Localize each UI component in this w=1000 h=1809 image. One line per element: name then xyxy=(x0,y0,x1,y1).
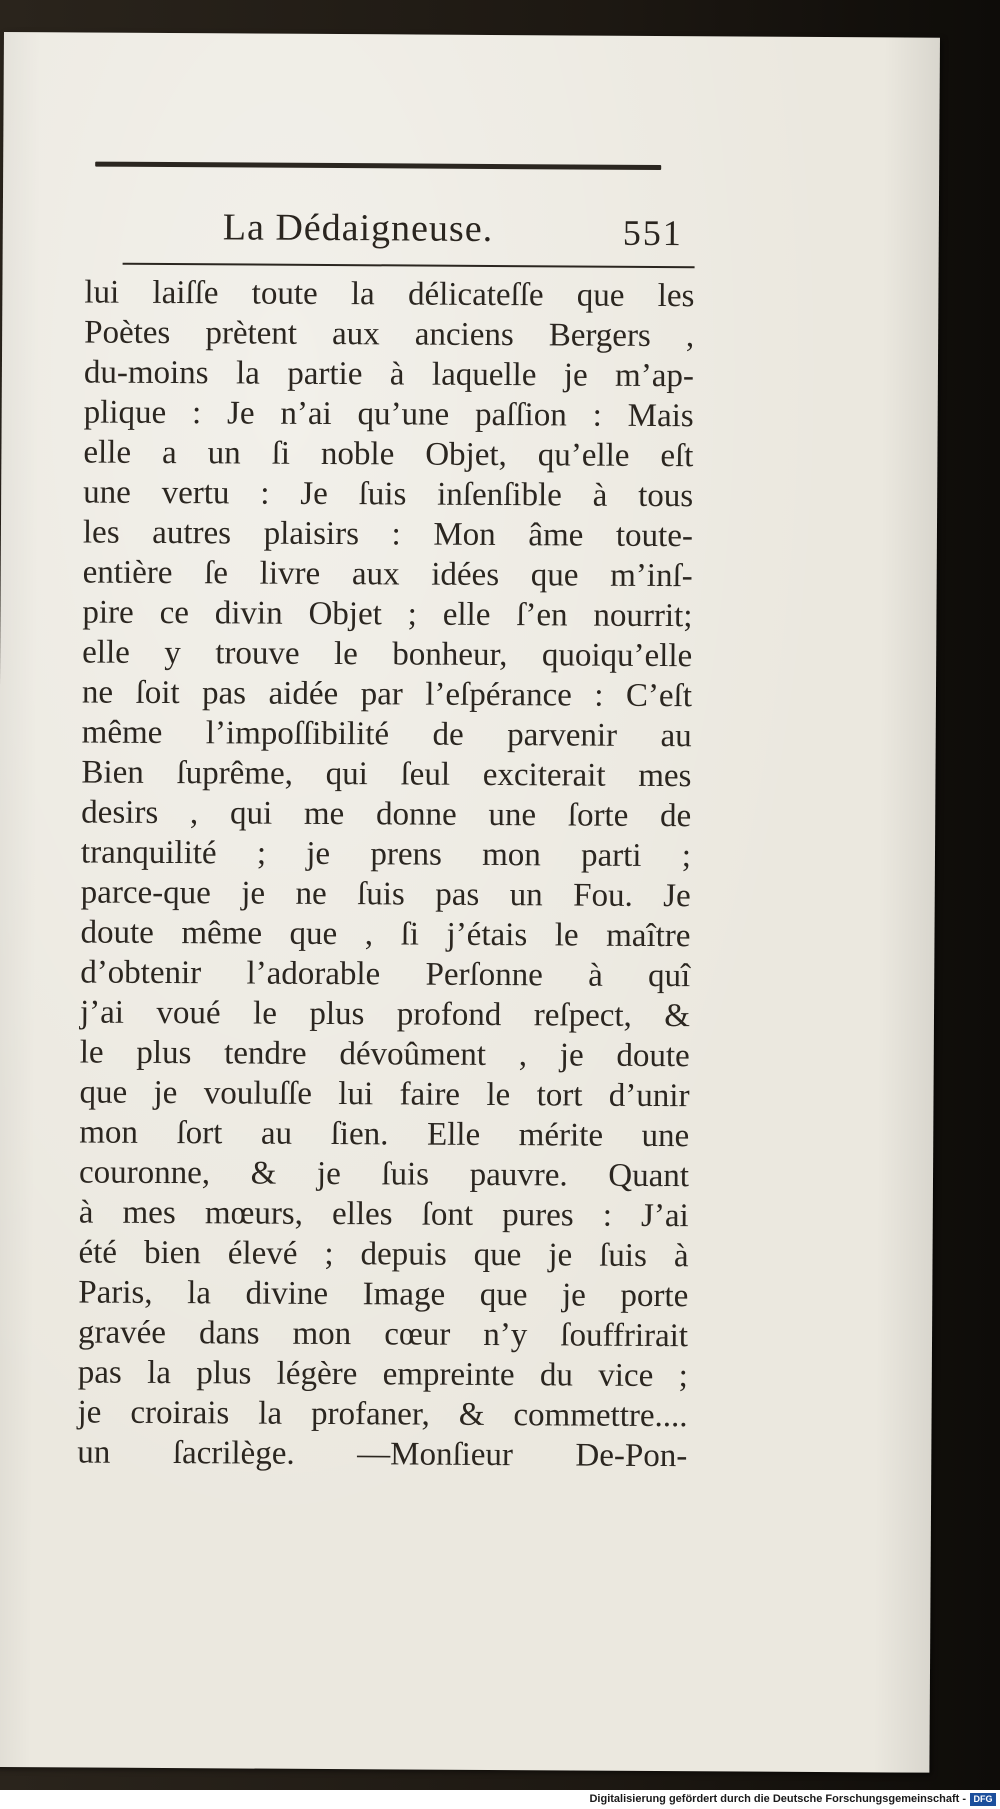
text-line: été bien élevé ; depuis que je ſuis à xyxy=(78,1234,689,1275)
text-line: je croirais la profaner, & commettre.... xyxy=(77,1394,688,1435)
text-line: lui laiſſe toute la délicateſſe que les xyxy=(84,274,695,315)
text-line: desirs , qui me donne une ſorte de xyxy=(81,794,692,835)
text-line: pire ce divin Objet ; elle ſ’en nourrit; xyxy=(82,594,693,635)
text-line: entière ſe livre aux idées que m’inſ- xyxy=(82,554,693,595)
page-number: 551 xyxy=(622,212,683,254)
text-line: ne ſoit pas aidée par l’eſpérance : C’eſt xyxy=(81,674,693,715)
digitization-credit: Digitalisierung gefördert durch die Deutsche Forschungsgemeinschaft - xyxy=(589,1793,966,1805)
text-line: Poètes prètent aux anciens Bergers , xyxy=(84,314,695,355)
dfg-logo-icon: DFG xyxy=(970,1793,996,1806)
text-line: les autres plaisirs : Mon âme toute- xyxy=(82,514,694,555)
text-line: Paris, la divine Image que je porte xyxy=(78,1274,689,1315)
text-line: même l’impoſſibilité de parvenir au xyxy=(81,714,692,755)
text-line: à mes mœurs, elles ſont pures : J’ai xyxy=(78,1194,689,1235)
text-line: gravée dans mon cœur n’y ſouffrirait xyxy=(77,1314,689,1355)
text-line: un ſacrilège. —Monſieur De-Pon- xyxy=(77,1434,688,1475)
text-line: couronne, & je ſuis pauvre. Quant xyxy=(78,1154,690,1195)
book-page xyxy=(0,32,940,1773)
text-line: elle y trouve le bonheur, quoiqu’elle xyxy=(82,634,693,675)
text-line: parce-que je ne ſuis pas un Fou. Je xyxy=(80,874,691,915)
text-line: tranquilité ; je prens mon parti ; xyxy=(80,834,692,875)
running-head xyxy=(93,205,693,265)
header-rule-top xyxy=(95,162,661,170)
text-line: une vertu : Je ſuis inſenſible à tous xyxy=(83,474,694,515)
text-line: d’obtenir l’adorable Perſonne à quî xyxy=(80,954,691,995)
body-text xyxy=(77,272,694,1476)
text-line: plique : Je n’ai qu’une paſſion : Mais xyxy=(83,394,694,435)
text-line: doute même que , ſi j’étais le maître xyxy=(80,914,691,955)
text-line: le plus tendre dévoûment , je doute xyxy=(79,1034,690,1075)
text-line: pas la plus légère empreinte du vice ; xyxy=(77,1354,688,1395)
text-line: du-moins la partie à laquelle je m’ap- xyxy=(83,354,695,395)
running-title: La Dédaigneuse. xyxy=(222,206,494,250)
text-line: Bien ſuprême, qui ſeul exciterait mes xyxy=(81,754,692,795)
text-line: mon ſort au ſien. Elle mérite une xyxy=(79,1114,690,1155)
text-line: elle a un ſi noble Objet, qu’elle eſt xyxy=(83,434,694,475)
text-line: j’ai voué le plus profond reſpect, & xyxy=(79,994,691,1035)
text-line: que je vouluſſe lui faire le tort d’unir xyxy=(79,1074,690,1115)
